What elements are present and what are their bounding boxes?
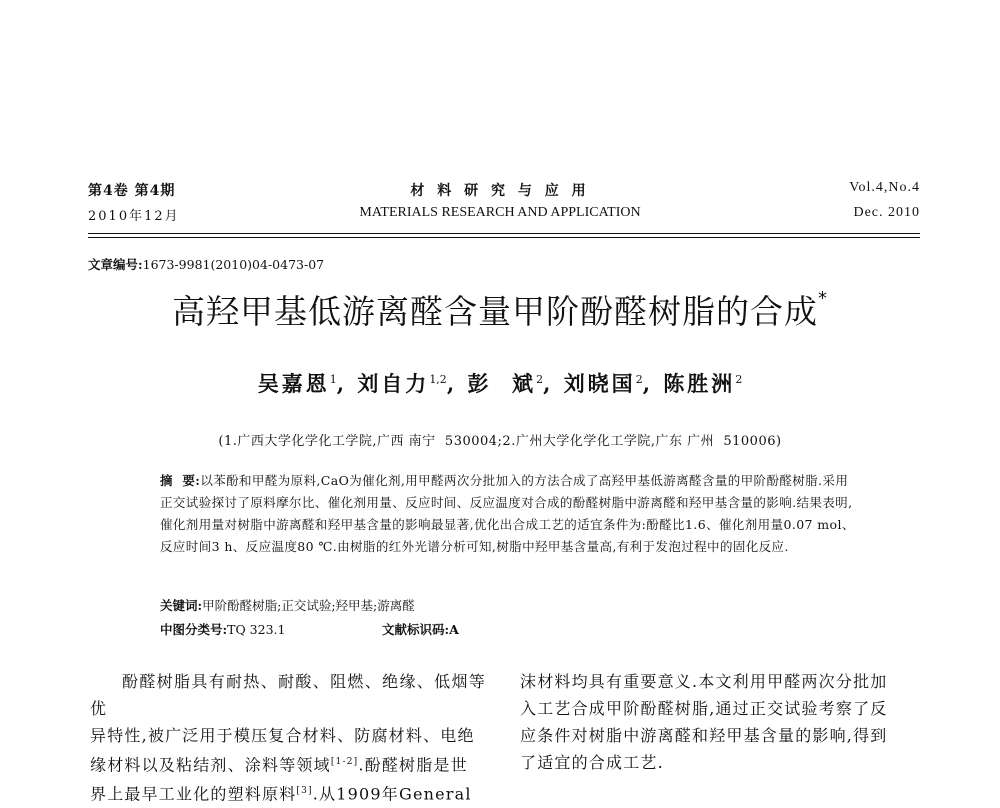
article-number-label: 文章编号: <box>88 257 143 272</box>
body-column-left <box>90 668 486 808</box>
author: 吴嘉恩$^1$, <box>257 371 347 396</box>
classification-clc <box>160 620 285 638</box>
abstract <box>160 470 860 558</box>
citation: [3] <box>296 786 313 797</box>
citation: [1-2] <box>330 757 359 767</box>
header-volume-issue-en: Vol.4,No.4 <box>849 180 920 195</box>
author: 陈胜洲$^2$ <box>663 371 743 396</box>
article-number-value: 1673-9981(2010)04-0473-07 <box>142 257 325 272</box>
body-line: 酚醛树脂具有耐热、耐酸、阻燃、绝缘、低烟等优 <box>90 672 486 718</box>
clc-value: TQ 323.1 <box>227 622 286 637</box>
body-line: 了适宜的合成工艺. <box>520 753 664 772</box>
body-line: 异特性,被广泛用于模压复合材料、防腐材料、电绝 <box>90 726 475 745</box>
author-list <box>0 368 1000 398</box>
classification-doc <box>382 620 459 638</box>
header-date-en: Dec. 2010 <box>853 205 920 220</box>
abstract-text: 以苯酚和甲醛为原料,CaO为催化剂,用甲醛两次分批加入的方法合成了高羟甲基低游离醛含量的甲阶酚醛树脂.采用正交试验探讨了原料摩尔比、催化剂用量、反应时间、反应温度对合成的酚醛树脂中游离醛和羟甲基含量的影响.结果表明,催化剂用量对树脂中游离醛和羟甲基含量的影响最显著,优化出合成工艺的适宜条件为:酚醛比1.6、催化剂用量0.07 mol、反应时间3 h、反应温度80 ℃.由树脂的红外光谱分析可知,树脂中羟甲基含量高,有利于发泡过程中的固化反应. <box>160 473 855 554</box>
paper-title <box>0 286 1000 333</box>
affiliations: (1.广西大学化学化工学院,广西 南宁 530004;2.广州大学化学化工学院,广东 广州 510006) <box>218 434 782 449</box>
title-footnote-mark: * <box>818 288 828 309</box>
doc-code-value: A <box>449 622 459 637</box>
header-journal-en: MATERIALS RESEARCH AND APPLICATION <box>359 205 641 220</box>
author: 刘晓国$^2$, <box>563 371 653 396</box>
body-line: 缘材料以及粘结剂、涂料等领域[1-2].酚醛树脂是世 <box>90 755 468 775</box>
body-line: 界上最早工业化的塑料原料[3].从1909年General <box>90 784 472 804</box>
keywords <box>160 596 415 614</box>
abstract-label: 摘 要: <box>160 473 201 488</box>
author: 刘自力$^{1,2}$, <box>357 371 458 396</box>
article-number <box>88 255 324 273</box>
clc-label: 中图分类号: <box>160 622 228 637</box>
header-date-cn: 2010年12月 <box>88 209 180 224</box>
header-journal-cn: 材 料 研 究 与 应 用 <box>410 183 590 199</box>
doc-code-label: 文献标识码: <box>382 622 450 637</box>
body-line: 应条件对树脂中游离醛和羟甲基含量的影响,得到 <box>520 726 888 745</box>
body-line: 沫材料均具有重要意义.本文利用甲醛两次分批加 <box>520 672 888 691</box>
header-rule-top <box>88 233 920 234</box>
body-line: 入工艺合成甲阶酚醛树脂,通过正交试验考察了反 <box>520 699 888 718</box>
keywords-text: 甲阶酚醛树脂;正交试验;羟甲基;游离醛 <box>202 598 415 613</box>
paper-title-text: 高羟甲基低游离醛含量甲阶酚醛树脂的合成 <box>172 292 818 331</box>
header-rule-bottom <box>88 237 920 238</box>
author: 彭 斌$^2$, <box>467 371 554 396</box>
keywords-label: 关键词: <box>160 598 203 613</box>
header-volume-issue-cn: 第4卷 第4期 <box>88 183 176 199</box>
